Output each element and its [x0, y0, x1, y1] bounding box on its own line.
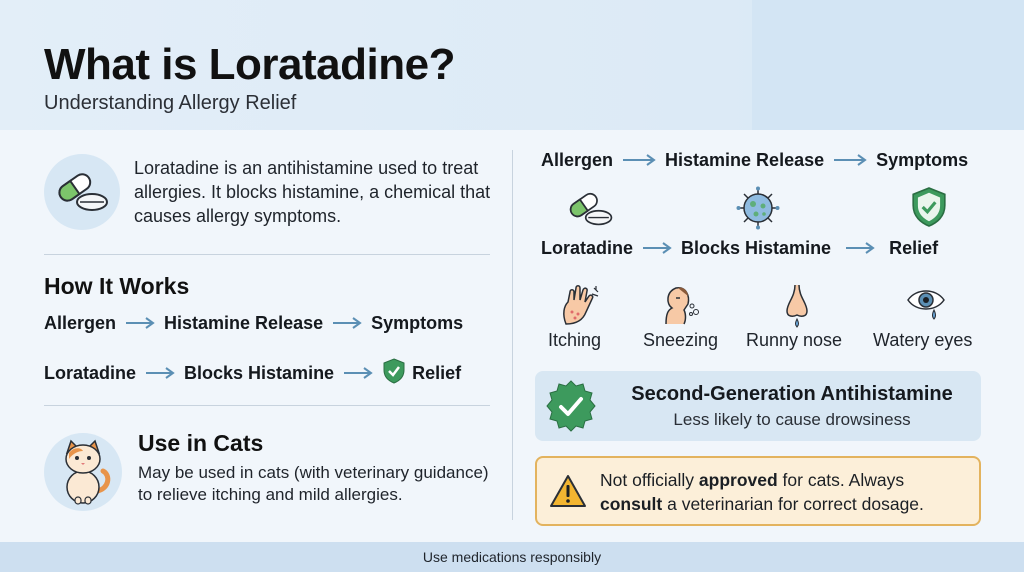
symptom-label-itching: Itching — [548, 330, 602, 350]
flow-step: Blocks Histamine — [681, 238, 832, 258]
page-title: What is Loratadine? — [44, 40, 455, 89]
arrow-right-icon — [343, 363, 373, 384]
warning-text-part: Not officially — [600, 470, 699, 490]
column-divider — [512, 150, 513, 520]
arrow-right-icon — [622, 150, 656, 171]
second-generation-box — [535, 371, 981, 441]
runny-nose-icon — [781, 283, 813, 329]
diagram-flow-allergen — [541, 150, 968, 171]
warning-emphasis: consult — [600, 494, 663, 514]
symptom-label-runny-nose: Runny nose — [746, 330, 843, 350]
flow-step: Histamine Release — [665, 150, 825, 170]
flow-step: Relief — [412, 363, 462, 383]
section-divider — [44, 254, 490, 255]
flow-step: Blocks Histamine — [184, 363, 335, 383]
flow-step: Allergen — [44, 313, 117, 333]
flow-step: Loratadine — [541, 238, 634, 258]
flow-step: Symptoms — [371, 313, 464, 333]
warning-triangle-icon — [549, 474, 587, 508]
arrow-right-icon — [833, 150, 867, 171]
check-badge-icon — [544, 379, 598, 433]
flow-step: Relief — [889, 238, 939, 258]
arrow-right-icon — [145, 363, 175, 384]
footer-text: Use medications responsibly — [422, 549, 602, 565]
allergen-virus-icon — [736, 186, 780, 230]
arrow-right-icon — [125, 313, 155, 334]
flow-step: Symptoms — [876, 150, 969, 170]
flow-step: Allergen — [541, 150, 614, 170]
sneezing-face-icon — [660, 284, 700, 326]
symptom-label-sneezing: Sneezing — [643, 330, 719, 350]
shield-check-icon — [910, 186, 948, 228]
header-accent — [752, 0, 1024, 130]
second-generation-subtitle: Less likely to cause drowsiness — [673, 410, 911, 429]
flow-step: Histamine Release — [164, 313, 324, 333]
arrow-right-icon — [642, 238, 672, 259]
arrow-right-icon — [845, 238, 875, 259]
how-flow-loratadine — [44, 358, 461, 389]
itching-hand-icon — [558, 284, 602, 326]
warning-text-part: for cats. Always — [777, 470, 905, 490]
pill-icon — [566, 188, 614, 230]
pill-icon — [54, 168, 110, 216]
cats-description: May be used in cats (with veterinary guidance) to relieve itching and mild allergies. — [138, 463, 489, 504]
warning-text — [600, 468, 970, 516]
cats-title: Use in Cats — [138, 430, 264, 456]
intro-description: Loratadine is an antihistamine used to treat allergies. It blocks histamine, a chemical that causes allergy symptoms. — [134, 158, 491, 226]
footer-bar — [0, 542, 1024, 572]
warning-text-part: a veterinarian for correct dosage. — [662, 494, 924, 514]
cat-icon — [53, 439, 113, 505]
how-it-works-title: How It Works — [44, 273, 190, 299]
how-flow-allergen — [44, 313, 463, 334]
second-generation-title: Second-Generation Antihistamine — [631, 383, 953, 405]
shield-check-icon — [382, 358, 406, 389]
page-subtitle: Understanding Allergy Relief — [44, 92, 297, 114]
arrow-right-icon — [332, 313, 362, 334]
flow-step: Loratadine — [44, 363, 137, 383]
diagram-flow-loratadine — [541, 238, 938, 259]
symptom-label-watery-eyes: Watery eyes — [873, 330, 973, 350]
warning-emphasis: approved — [698, 470, 778, 490]
section-divider — [44, 405, 490, 406]
watery-eye-icon — [906, 286, 946, 324]
cat-icon-badge — [44, 433, 122, 511]
intro-icon-badge — [44, 154, 120, 230]
